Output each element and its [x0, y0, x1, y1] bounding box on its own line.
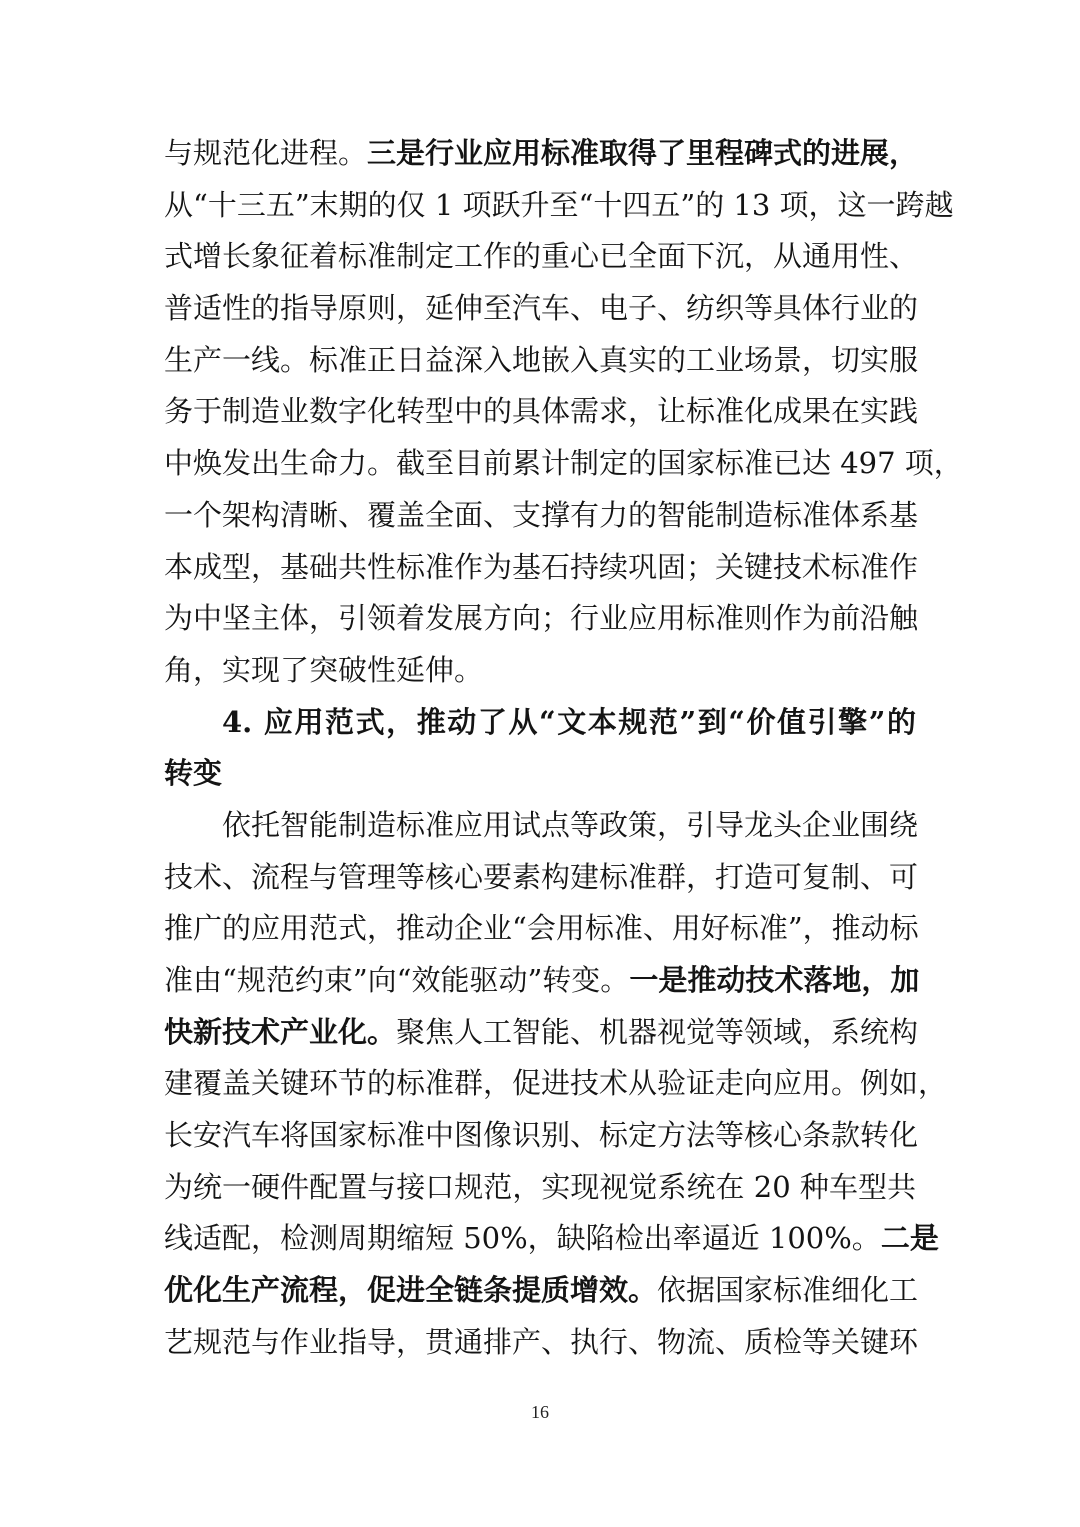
text-segment: 角，实现了突破性延伸。 — [164, 652, 484, 687]
paragraph-line — [164, 1007, 919, 1059]
body-text — [164, 128, 963, 1369]
paragraph-line — [164, 386, 919, 438]
paragraph-line — [164, 283, 919, 335]
text-segment: 建覆盖关键环节的标准群，促进技术从验证走向应用。例如， — [164, 1066, 948, 1101]
bold-text-segment: 优化生产流程，促进全链条提质增效。 — [164, 1273, 658, 1308]
text-segment: 中焕发出生命力。截至目前累计制定的国家标准已达 497 项， — [164, 446, 963, 481]
text-segment: 与规范化进程。 — [164, 136, 368, 170]
paragraph-line — [164, 231, 919, 283]
section-heading-line — [164, 748, 916, 800]
text-segment: 一个架构清晰、覆盖全面、支撑有力的智能制造标准体系基 — [164, 497, 919, 532]
text-segment: 本成型，基础共性标准作为基石持续巩固；关键技术标准作 — [164, 549, 919, 584]
text-segment: 普适性的指导原则，延伸至汽车、电子、纺织等具体行业的 — [164, 291, 919, 326]
text-segment: 依据国家标准细化工 — [657, 1273, 919, 1308]
text-segment: 技术、流程与管理等核心要素构建标准群，打造可复制、可 — [164, 859, 919, 894]
text-segment: 从“十三五”末期的仅 1 项跃升至“十四五”的 13 项，这一跨越 — [164, 187, 954, 222]
paragraph-line — [164, 542, 919, 594]
paragraph-line — [164, 800, 919, 852]
text-segment: 准由“规范约束”向“效能驱动”转变。 — [164, 963, 630, 997]
text-segment: 艺规范与作业指导，贯通排产、执行、物流、质检等关键环 — [164, 1324, 919, 1359]
paragraph-line — [164, 1213, 939, 1265]
text-segment: 长安汽车将国家标准中图像识别、标定方法等核心条款转化 — [164, 1118, 919, 1153]
text-segment: 生产一线。标准正日益深入地嵌入真实的工业场景，切实服 — [164, 342, 919, 377]
text-segment: 式增长象征着标准制定工作的重心已全面下沉，从通用性、 — [164, 239, 919, 274]
text-segment: 聚焦人工智能、机器视觉等领域，系统构 — [396, 1014, 919, 1049]
text-segment: 务于制造业数字化转型中的具体需求，让标准化成果在实践 — [164, 394, 919, 429]
paragraph-line — [164, 1110, 919, 1162]
page-number: 16 — [531, 1402, 549, 1422]
paragraph-line — [164, 180, 954, 232]
bold-text-segment: 快新技术产业化。 — [164, 1014, 397, 1049]
paragraph-line — [164, 955, 920, 1007]
bold-text-segment: 4. 应用范式，推动了从“文本规范”到“价值引擎”的 — [222, 704, 916, 739]
paragraph-line — [164, 1317, 919, 1369]
bold-text-segment: 三是行业应用标准取得了里程碑式的进展， — [367, 136, 919, 170]
text-segment: 线适配，检测周期缩短 50%，缺陷检出率逼近 100%。 — [164, 1221, 881, 1256]
text-segment: 为中坚主体，引领着发展方向；行业应用标准则作为前沿触 — [164, 601, 919, 636]
paragraph-line — [164, 438, 963, 490]
bold-text-segment: 转变 — [164, 756, 223, 791]
paragraph-line — [164, 645, 916, 697]
text-segment: 为统一硬件配置与接口规范，实现视觉系统在 20 种车型共 — [164, 1169, 916, 1204]
paragraph-line — [164, 490, 919, 542]
bold-text-segment: 一是推动技术落地，加 — [629, 963, 920, 997]
paragraph-line — [164, 593, 919, 645]
bold-text-segment: 二是 — [880, 1221, 939, 1256]
paragraph-line — [164, 1162, 916, 1214]
text-segment: 依托智能制造标准应用试点等政策，引导龙头企业围绕 — [222, 807, 919, 842]
paragraph-line — [164, 1265, 919, 1317]
section-heading-line — [164, 697, 916, 749]
paragraph-line — [164, 128, 919, 180]
text-segment: 推广的应用范式，推动企业“会用标准、用好标准”，推动标 — [164, 911, 919, 946]
paragraph-line — [164, 852, 919, 904]
paragraph-line — [164, 903, 919, 955]
paragraph-line — [164, 335, 919, 387]
paragraph-line — [164, 1058, 948, 1110]
